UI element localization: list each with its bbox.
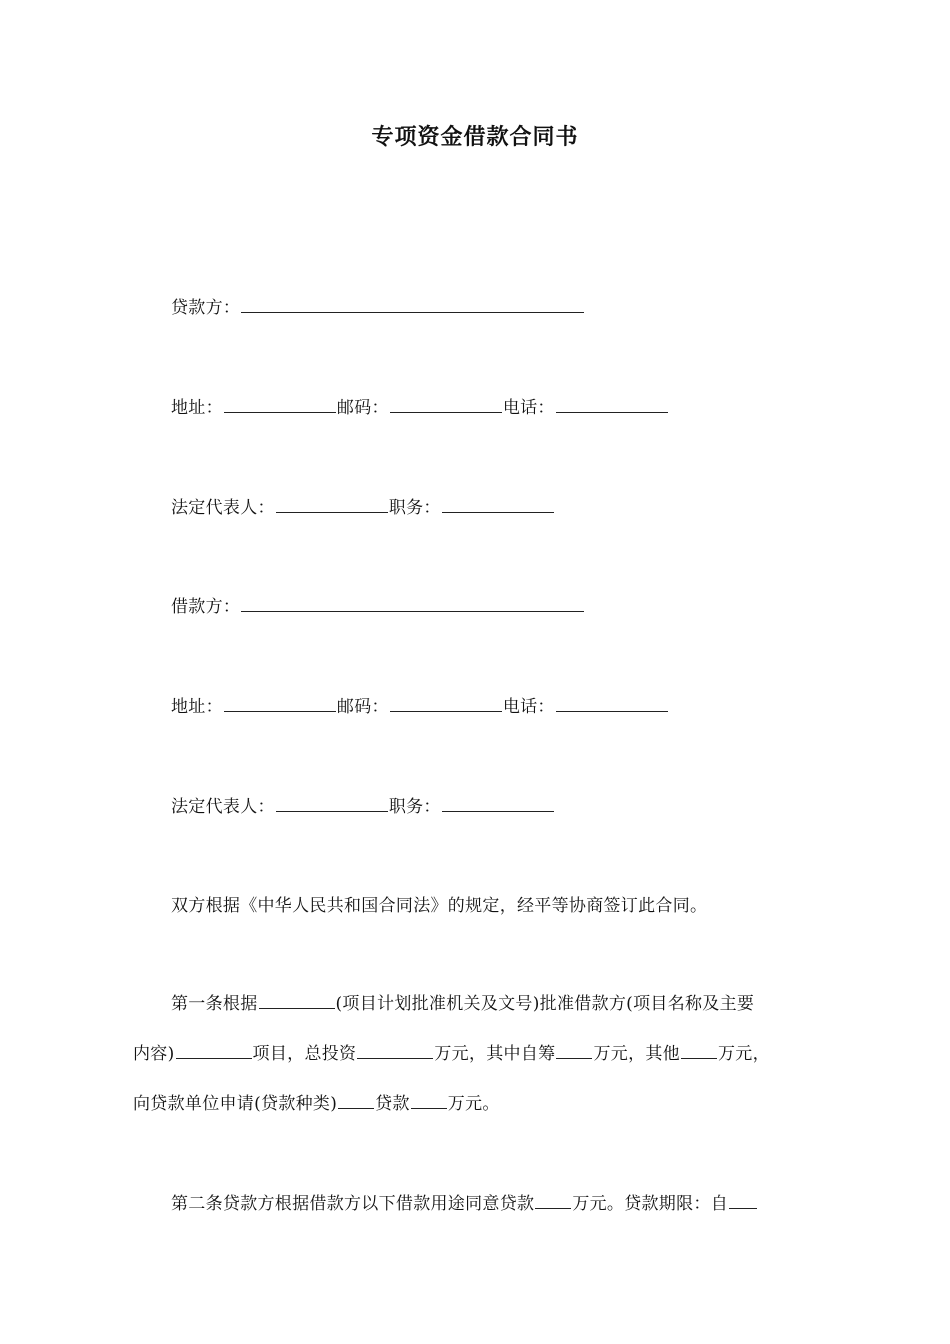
- lender-address-label: 地址：: [171, 398, 223, 418]
- loan-start-blank[interactable]: [729, 1190, 757, 1209]
- lender-name-blank[interactable]: [241, 294, 584, 313]
- borrower-name-blank[interactable]: [241, 593, 584, 612]
- borrower-rep-line: [171, 793, 861, 821]
- article-1-part-1: 第一条根据: [171, 994, 258, 1014]
- article-1-part-9: 贷款: [375, 1094, 410, 1114]
- borrower-phone-blank[interactable]: [556, 693, 668, 712]
- article-1-part-8: 向贷款单位申请(贷款种类): [133, 1094, 338, 1114]
- lender-name-label: 贷款方：: [171, 298, 241, 318]
- loan-type-blank[interactable]: [338, 1090, 374, 1109]
- article-1-part-7: 万元，: [717, 1044, 770, 1064]
- lender-phone-label: 电话：: [502, 398, 555, 418]
- lender-rep-line: [171, 494, 861, 522]
- borrower-address-blank[interactable]: [224, 693, 336, 712]
- article-1-part-3: 内容): [133, 1044, 175, 1064]
- lender-position-blank[interactable]: [442, 494, 554, 513]
- article-1-part-2: (项目计划批准机关及文号)批准借款方(项目名称及主要: [335, 994, 755, 1014]
- article-1-line-2: [133, 1040, 823, 1068]
- borrower-rep-blank[interactable]: [276, 793, 388, 812]
- article-1-part-4: 项目，总投资: [252, 1044, 357, 1064]
- lender-postcode-blank[interactable]: [390, 394, 502, 413]
- borrower-name-line: [171, 593, 861, 621]
- article-1-part-6: 万元，其他: [593, 1044, 680, 1064]
- article-1-line-3: [133, 1090, 823, 1118]
- borrower-phone-label: 电话：: [502, 697, 555, 717]
- borrower-postcode-label: 邮码：: [336, 697, 389, 717]
- approval-doc-blank[interactable]: [259, 990, 335, 1009]
- borrower-address-label: 地址：: [171, 697, 223, 717]
- lender-rep-label: 法定代表人：: [171, 498, 275, 518]
- total-investment-blank[interactable]: [357, 1040, 433, 1059]
- lender-postcode-label: 邮码：: [336, 398, 389, 418]
- lender-address-blank[interactable]: [224, 394, 336, 413]
- lender-name-line: [171, 294, 861, 322]
- lender-rep-blank[interactable]: [276, 494, 388, 513]
- article-1-part-5: 万元，其中自筹: [434, 1044, 556, 1064]
- article-2-line-1: [171, 1190, 861, 1218]
- preamble-paragraph: 双方根据《中华人民共和国合同法》的规定，经平等协商签订此合同。: [171, 896, 708, 916]
- agreed-loan-blank[interactable]: [535, 1190, 571, 1209]
- loan-amount-blank[interactable]: [411, 1090, 447, 1109]
- self-raised-blank[interactable]: [556, 1040, 592, 1059]
- borrower-name-label: 借款方：: [171, 597, 241, 617]
- lender-contact-line: [171, 394, 861, 422]
- article-2-part-2: 万元。贷款期限：自: [572, 1194, 729, 1214]
- borrower-position-blank[interactable]: [442, 793, 554, 812]
- other-funds-blank[interactable]: [681, 1040, 717, 1059]
- article-1-line-1: [171, 990, 861, 1018]
- article-1-part-10: 万元。: [447, 1094, 500, 1114]
- borrower-position-label: 职务：: [388, 797, 441, 817]
- lender-phone-blank[interactable]: [556, 394, 668, 413]
- project-name-blank[interactable]: [176, 1040, 252, 1059]
- borrower-postcode-blank[interactable]: [390, 693, 502, 712]
- borrower-contact-line: [171, 693, 861, 721]
- document-title: 专项资金借款合同书: [371, 125, 579, 150]
- article-2-part-1: 第二条贷款方根据借款方以下借款用途同意贷款: [171, 1194, 535, 1214]
- borrower-rep-label: 法定代表人：: [171, 797, 275, 817]
- lender-position-label: 职务：: [388, 498, 441, 518]
